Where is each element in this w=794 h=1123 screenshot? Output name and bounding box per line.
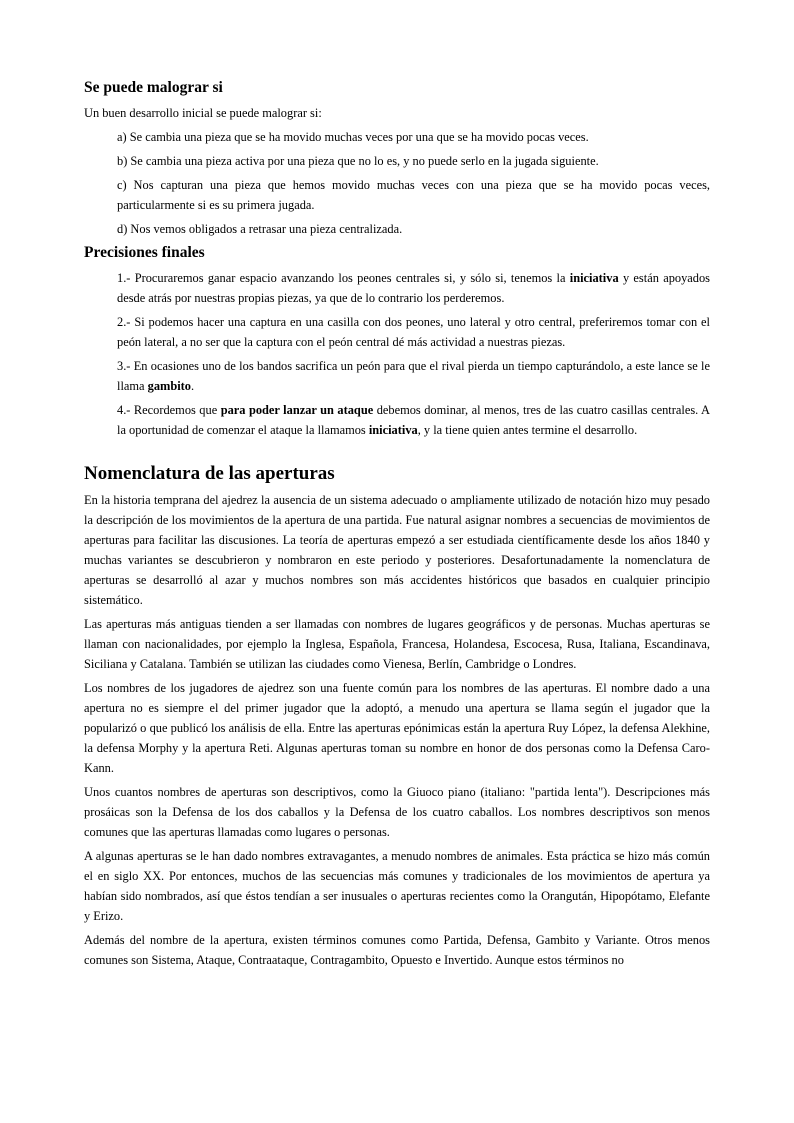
paragraph-extravagantes: A algunas aperturas se le han dado nombres extravagantes, a menudo nombres de animales. Esta práctica se hizo más común el en siglo XX. Por entonces, muchos de las secuencias más comunes y tradicionales de los movimientos de apertura ya habían sido nombrados, así que éstos tendían a ser inusuales o aperturas recientes como la Orangután, Hipopótamo, Elefante y Erizo.	[84, 849, 710, 923]
paragraph-lugares: Las aperturas más antiguas tienden a ser llamadas con nombres de lugares geográficos y de personas. Muchas aperturas se llaman con nacionalidades, por ejemplo la Inglesa, Española, Francesa, Holandesa, Escocesa, Rusa, Italiana, Escandinava, Siciliana y Catalana. También se utilizan las ciudades como Vienesa, Berlín, Cambridge o Londres.	[84, 617, 710, 671]
precision-4-bold: para poder lanzar un ataque	[220, 403, 374, 417]
precision-item-2: 2.- Si podemos hacer una captura en una casilla con dos peones, uno lateral y otro central, preferiremos tomar con el peón lateral, a no ser que la captura con el peón central dé más actividad a nuestras piezas.	[117, 315, 710, 349]
paragraph-terminos: Además del nombre de la apertura, existen términos comunes como Partida, Defensa, Gambito y Variante. Otros menos comunes son Sistema, Ataque, Contraataque, Contragambito, Opuesto e Invertido. Aunque estos términos no	[84, 933, 710, 967]
precision-3-bold: gambito	[147, 379, 191, 393]
list-item-b: b) Se cambia una pieza activa por una pieza que no lo es, y no puede serlo en la jugada siguiente.	[117, 154, 599, 168]
precision-item-1	[117, 268, 710, 308]
precision-item-3	[117, 356, 710, 396]
list-item-a: a) Se cambia una pieza que se ha movido muchas veces por una que se ha movido pocas veces.	[117, 130, 589, 144]
section-heading-nomenclatura: Nomenclatura de las aperturas	[84, 463, 335, 484]
intro-paragraph: Un buen desarrollo inicial se puede malograr si:	[84, 106, 322, 120]
precision-1-text: 1.- Procuraremos ganar espacio avanzando los peones centrales si, y sólo si, tenemos la	[117, 271, 570, 285]
section-heading-precisiones: Precisiones finales	[84, 244, 205, 261]
paragraph-descriptivos: Unos cuantos nombres de aperturas son descriptivos, como la Giuoco piano (italiano: "partida lenta"). Descripciones más prosáicas son la Defensa de los dos caballos y la Defensa de los cuatro caballos. Los nombres descriptivos son menos comunes que las aperturas llamadas como lugares o personas.	[84, 785, 710, 839]
list-item-d: d) Nos vemos obligados a retrasar una pieza centralizada.	[117, 222, 403, 236]
list-item-c: c) Nos capturan una pieza que hemos movido muchas veces con una pieza que se ha movido pocas veces, particularmente si es su primera jugada.	[117, 178, 710, 212]
precision-1-text-end: y están apoyados desde atrás por nuestras propias piezas, ya que de lo contrario los perderemos.	[117, 271, 710, 305]
precision-3-text: 3.- En ocasiones uno de los bandos sacrifica un peón para que el rival pierda un tiempo capturándolo, a este lance se le llama	[117, 359, 710, 393]
paragraph-jugadores: Los nombres de los jugadores de ajedrez son una fuente común para los nombres de las aperturas. El nombre dado a una apertura no es siempre el del primer jugador que la adoptó, a menudo una apertura se llama según el jugador que la popularizó o que publicó los análisis de ella. Entre las aperturas epónimicas están la apertura Ruy López, la defensa Alekhine, la defensa Morphy y la apertura Reti. Algunas aperturas toman su nombre en honor de dos personas como la Defensa Caro-Kann.	[84, 681, 710, 775]
precision-item-4	[117, 400, 710, 440]
precision-4-bold-2: iniciativa	[368, 423, 418, 437]
precision-4-text-mid: debemos dominar, al menos, tres de las cuatro casillas centrales. A la oportunidad de comenzar el ataque la llamamos	[117, 403, 710, 437]
section-heading-malograr: Se puede malograr si	[84, 79, 223, 96]
document-page	[84, 78, 710, 974]
paragraph-historia: En la historia temprana del ajedrez la ausencia de un sistema adecuado o ampliamente utilizado de notación hizo muy pesado la descripción de los movimientos de la apertura de una partida. Fue natural asignar nombres a secuencias de movimientos de aperturas para facilitar las discusiones. La teoría de aperturas empezó a ser estudiada científicamente desde los años 1840 y muchas variantes se descubrieron y nombraron en este periodo y posteriores. Desafortunadamente la nomenclatura de aperturas se desarrolló al azar y muchos nombres son más accidentes históricos que basados en cualquier principio sistemático.	[84, 493, 710, 607]
precision-4-text: 4.- Recordemos que	[117, 403, 221, 417]
precision-4-text-end: , y la tiene quien antes termine el desarrollo.	[417, 423, 638, 437]
precision-3-text-end: .	[191, 379, 195, 393]
precision-1-bold: iniciativa	[569, 271, 619, 285]
